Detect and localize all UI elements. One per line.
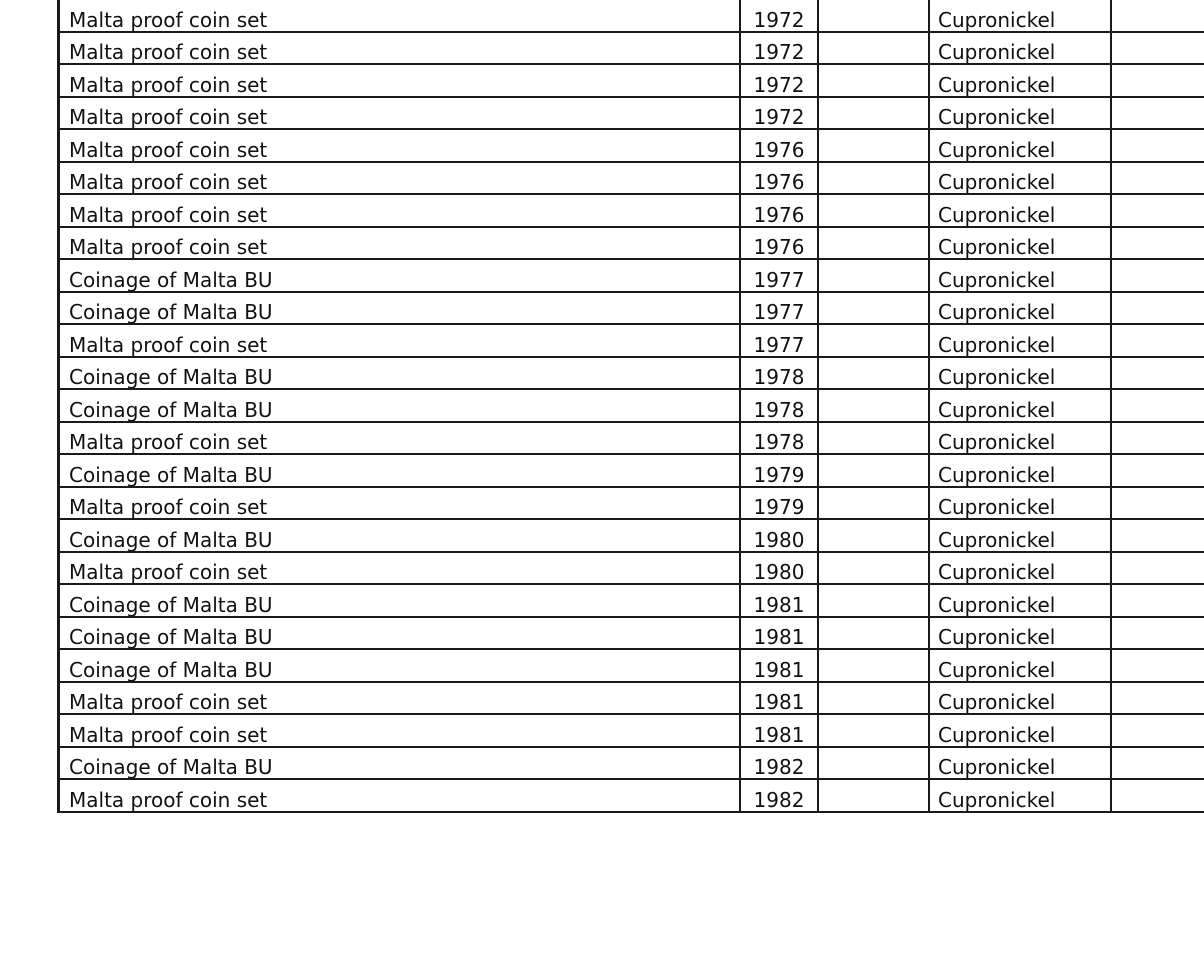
metal-cell: Cupronickel: [929, 162, 1111, 195]
metal-cell: Cupronickel: [929, 227, 1111, 260]
metal-cell: Cupronickel: [929, 292, 1111, 325]
table-row: [59, 32, 1204, 65]
empty-cell: [1111, 389, 1204, 422]
metal-cell: Cupronickel: [929, 64, 1111, 97]
year-cell: 1972: [740, 0, 818, 32]
year-cell: 1981: [740, 649, 818, 682]
empty-cell: [818, 422, 929, 455]
empty-cell: [1111, 129, 1204, 162]
empty-cell: [1111, 357, 1204, 390]
table-row: [59, 162, 1204, 195]
empty-cell: [818, 227, 929, 260]
empty-cell: [1111, 519, 1204, 552]
empty-cell: [1111, 779, 1204, 812]
description-cell: Coinage of Malta BU: [59, 259, 741, 292]
empty-cell: [1111, 487, 1204, 520]
metal-cell: Cupronickel: [929, 389, 1111, 422]
description-cell: Coinage of Malta BU: [59, 747, 741, 780]
empty-cell: [818, 194, 929, 227]
description-cell: Malta proof coin set: [59, 64, 741, 97]
description-cell: Coinage of Malta BU: [59, 357, 741, 390]
metal-cell: Cupronickel: [929, 454, 1111, 487]
description-cell: Coinage of Malta BU: [59, 389, 741, 422]
year-cell: 1979: [740, 454, 818, 487]
year-cell: 1976: [740, 162, 818, 195]
year-cell: 1979: [740, 487, 818, 520]
metal-cell: Cupronickel: [929, 422, 1111, 455]
empty-cell: [818, 0, 929, 32]
description-cell: Malta proof coin set: [59, 97, 741, 130]
empty-cell: [818, 747, 929, 780]
year-cell: 1982: [740, 779, 818, 812]
table-row: [59, 714, 1204, 747]
metal-cell: Cupronickel: [929, 779, 1111, 812]
coin-set-table: [57, 0, 1204, 813]
empty-cell: [1111, 194, 1204, 227]
empty-cell: [1111, 682, 1204, 715]
metal-cell: Cupronickel: [929, 682, 1111, 715]
year-cell: 1972: [740, 97, 818, 130]
description-cell: Malta proof coin set: [59, 129, 741, 162]
table-row: [59, 129, 1204, 162]
table-body: [59, 0, 1204, 812]
empty-cell: [818, 454, 929, 487]
year-cell: 1981: [740, 617, 818, 650]
description-cell: Coinage of Malta BU: [59, 617, 741, 650]
empty-cell: [818, 357, 929, 390]
empty-cell: [1111, 162, 1204, 195]
metal-cell: Cupronickel: [929, 129, 1111, 162]
table-row: [59, 422, 1204, 455]
description-cell: Malta proof coin set: [59, 552, 741, 585]
empty-cell: [818, 259, 929, 292]
table-row: [59, 519, 1204, 552]
metal-cell: Cupronickel: [929, 324, 1111, 357]
empty-cell: [1111, 454, 1204, 487]
empty-cell: [818, 292, 929, 325]
year-cell: 1977: [740, 259, 818, 292]
description-cell: Coinage of Malta BU: [59, 519, 741, 552]
description-cell: Malta proof coin set: [59, 779, 741, 812]
description-cell: Coinage of Malta BU: [59, 584, 741, 617]
empty-cell: [1111, 97, 1204, 130]
year-cell: 1976: [740, 129, 818, 162]
description-cell: Coinage of Malta BU: [59, 649, 741, 682]
empty-cell: [818, 129, 929, 162]
empty-cell: [1111, 747, 1204, 780]
year-cell: 1977: [740, 324, 818, 357]
metal-cell: Cupronickel: [929, 259, 1111, 292]
empty-cell: [818, 714, 929, 747]
table-row: [59, 454, 1204, 487]
year-cell: 1977: [740, 292, 818, 325]
year-cell: 1978: [740, 422, 818, 455]
description-cell: Malta proof coin set: [59, 682, 741, 715]
empty-cell: [818, 779, 929, 812]
empty-cell: [1111, 422, 1204, 455]
empty-cell: [1111, 0, 1204, 32]
table-row: [59, 259, 1204, 292]
empty-cell: [1111, 649, 1204, 682]
year-cell: 1981: [740, 714, 818, 747]
empty-cell: [818, 32, 929, 65]
description-cell: Malta proof coin set: [59, 422, 741, 455]
description-cell: Malta proof coin set: [59, 487, 741, 520]
year-cell: 1981: [740, 682, 818, 715]
table-row: [59, 552, 1204, 585]
metal-cell: Cupronickel: [929, 714, 1111, 747]
year-cell: 1978: [740, 357, 818, 390]
metal-cell: Cupronickel: [929, 747, 1111, 780]
description-cell: Malta proof coin set: [59, 714, 741, 747]
empty-cell: [1111, 259, 1204, 292]
table-row: [59, 324, 1204, 357]
empty-cell: [1111, 714, 1204, 747]
year-cell: 1978: [740, 389, 818, 422]
table-row: [59, 747, 1204, 780]
table-row: [59, 292, 1204, 325]
metal-cell: Cupronickel: [929, 617, 1111, 650]
metal-cell: Cupronickel: [929, 32, 1111, 65]
metal-cell: Cupronickel: [929, 97, 1111, 130]
table-row: [59, 227, 1204, 260]
description-cell: Malta proof coin set: [59, 227, 741, 260]
empty-cell: [1111, 617, 1204, 650]
table-row: [59, 682, 1204, 715]
empty-cell: [1111, 32, 1204, 65]
description-cell: Malta proof coin set: [59, 194, 741, 227]
table-row: [59, 64, 1204, 97]
metal-cell: Cupronickel: [929, 649, 1111, 682]
table-row: [59, 389, 1204, 422]
table-row: [59, 487, 1204, 520]
empty-cell: [818, 617, 929, 650]
description-cell: Coinage of Malta BU: [59, 454, 741, 487]
metal-cell: Cupronickel: [929, 0, 1111, 32]
empty-cell: [818, 487, 929, 520]
empty-cell: [1111, 64, 1204, 97]
empty-cell: [1111, 292, 1204, 325]
year-cell: 1976: [740, 227, 818, 260]
empty-cell: [1111, 324, 1204, 357]
description-cell: Malta proof coin set: [59, 162, 741, 195]
year-cell: 1982: [740, 747, 818, 780]
empty-cell: [1111, 227, 1204, 260]
metal-cell: Cupronickel: [929, 194, 1111, 227]
description-cell: Coinage of Malta BU: [59, 292, 741, 325]
metal-cell: Cupronickel: [929, 552, 1111, 585]
empty-cell: [1111, 584, 1204, 617]
empty-cell: [818, 64, 929, 97]
table-row: [59, 779, 1204, 812]
metal-cell: Cupronickel: [929, 487, 1111, 520]
table-row: [59, 357, 1204, 390]
table-row: [59, 649, 1204, 682]
empty-cell: [818, 649, 929, 682]
description-cell: Malta proof coin set: [59, 324, 741, 357]
empty-cell: [818, 682, 929, 715]
description-cell: Malta proof coin set: [59, 0, 741, 32]
table-row: [59, 617, 1204, 650]
year-cell: 1972: [740, 64, 818, 97]
empty-cell: [818, 389, 929, 422]
table-row: [59, 584, 1204, 617]
empty-cell: [818, 552, 929, 585]
description-cell: Malta proof coin set: [59, 32, 741, 65]
empty-cell: [1111, 552, 1204, 585]
metal-cell: Cupronickel: [929, 519, 1111, 552]
empty-cell: [818, 324, 929, 357]
metal-cell: Cupronickel: [929, 584, 1111, 617]
empty-cell: [818, 97, 929, 130]
year-cell: 1980: [740, 552, 818, 585]
year-cell: 1981: [740, 584, 818, 617]
metal-cell: Cupronickel: [929, 357, 1111, 390]
empty-cell: [818, 162, 929, 195]
year-cell: 1980: [740, 519, 818, 552]
table-row: [59, 97, 1204, 130]
table-row: [59, 194, 1204, 227]
empty-cell: [818, 519, 929, 552]
year-cell: 1976: [740, 194, 818, 227]
table-row: [59, 0, 1204, 32]
empty-cell: [818, 584, 929, 617]
year-cell: 1972: [740, 32, 818, 65]
